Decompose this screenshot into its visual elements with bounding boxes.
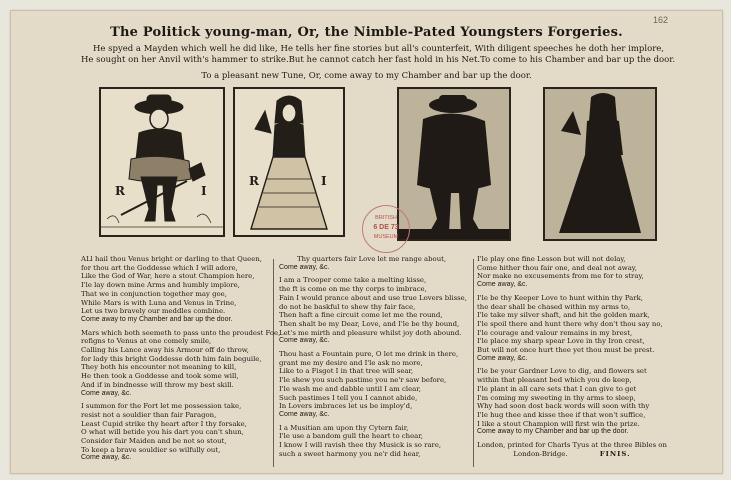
- text-column-2: [279, 255, 467, 462]
- argument-verse: He sought on her Anvil with's hammer to strike.: [81, 55, 289, 65]
- verse-line: Then haft a fine circuit come let me the round,: [279, 311, 443, 320]
- library-stamp: [362, 205, 410, 253]
- imprint: [477, 441, 667, 458]
- verse-line: Thou hast a Fountain pure, O let me drink in there,: [279, 350, 459, 359]
- verse-line: Then shalt be my Dear, Love, and I'le be thy bound,: [279, 319, 460, 328]
- stanza: [81, 402, 280, 463]
- verse-line: do not be baskful to shew thy fair face,: [279, 302, 416, 311]
- argument-verse: But he cannot catch her fast hold in his Net.: [288, 55, 481, 65]
- shelfmark-annotation: 162: [652, 15, 668, 25]
- argument-verse: He tells her fine stories but all's counterfeit,: [280, 44, 472, 54]
- woodcut-cavalier-dark: [397, 87, 511, 241]
- woodcut-cavalier: [99, 87, 225, 237]
- verse-line: Such pastimes I tell you I cannot abide,: [279, 393, 418, 402]
- cut-letter: I: [201, 184, 207, 198]
- verse-line: I a Musitian am upon thy Cytern fair,: [279, 423, 409, 432]
- chorus-line: Come away to my Chamber and bar up the door.: [477, 428, 629, 436]
- verse-line: for thou art the Goddesse which I will adore,: [81, 263, 238, 272]
- verse-line: Calling his Lance away his Armour off do throw,: [81, 346, 249, 355]
- verse-line: the ft is come on me thy corps to imbrace,: [279, 285, 427, 294]
- verse-line: ALl hail thou Venus bright or darling to that Queen,: [81, 255, 262, 263]
- tune-line: To a pleasant new Tune, Or, come away to my Chamber and bar up the door.: [201, 71, 532, 81]
- verse-line: I'le be your Gardner Love to dig, and flowers set: [477, 367, 647, 376]
- verse-line: And if in bindnesse will throw my best skill.: [81, 380, 234, 389]
- verse-line: Mars which both seemeth to pass unto the proudest Foe,: [81, 328, 281, 337]
- verse-line: I'le lay down mine Arms and humbly implore,: [81, 281, 240, 290]
- cut-letter: I: [321, 174, 327, 188]
- verse-line: Like the God of War, here a stout Champion here,: [81, 272, 255, 281]
- verse-line: refigns to Venus at one comely smile,: [81, 337, 212, 346]
- stanza: [81, 255, 280, 325]
- verse-line: I'le place my sharp spear Love in thy Iron crest,: [477, 337, 645, 346]
- woodcut-lady: [233, 87, 345, 237]
- verse-line: O what will betide you his dart you can't shun,: [81, 428, 244, 437]
- verse-line: I'le be thy Keeper Love to hunt within thy Park,: [477, 293, 643, 302]
- verse-line: While Mars is with Luna and Venus in Trine,: [81, 298, 237, 307]
- verse-line: Consider fair Maiden and be not so stout,: [81, 437, 227, 446]
- argument-row-1: [93, 44, 664, 54]
- text-column-1: [81, 255, 280, 467]
- verse-line: Fain I would prance about and use true Lovers blisse,: [279, 293, 467, 302]
- broadside-sheet: [10, 10, 723, 474]
- verse-line: I'le hug thee and kisse thee if that won't suffice,: [477, 410, 646, 419]
- verse-line: Nor make no excusements from me for to stray,: [477, 272, 644, 281]
- verse-line: I'le play one fine Lesson but will not delay,: [477, 255, 626, 263]
- verse-line: But will not once hurt thee yet thou must be prest.: [477, 346, 655, 355]
- verse-line: That we in conjunction together may goe,: [81, 289, 227, 298]
- stamp-bottom-text: MUSEUM: [373, 233, 399, 240]
- chorus-line: Come away, &c.: [81, 389, 132, 397]
- verse-line: I know I will ravish thee thy Musick is so rare,: [279, 441, 442, 450]
- verse-line: the dear shall be chased within my arms to,: [477, 302, 631, 311]
- verse-line: Thy quarters fair Love let me range about,: [297, 255, 447, 263]
- imprint-place: London-Bridge.: [513, 449, 568, 458]
- ballad-title: The Politick young-man, Or, the Nimble-Pated Youngsters Forgeries.: [110, 25, 623, 40]
- verse-line: Let's me mirth and pleasure whilst joy doth abound.: [279, 328, 462, 337]
- verse-line: resist not a souldier than fair Paragon,: [81, 410, 217, 419]
- verse-line: To keep a brave souldier so wilfully out,: [81, 445, 221, 454]
- verse-line: grant me my desire and I'le ask no more,: [279, 358, 423, 367]
- chorus-line: Come away to my Chamber and bar up the door.: [81, 315, 233, 323]
- verse-line: within that pleasant bed which you do keep,: [477, 376, 632, 385]
- stanza: [279, 276, 467, 346]
- verse-line: I'le wash me and dabble until I am clear,: [279, 384, 421, 393]
- argument-verse: He spyed a Mayden which well he did like,: [93, 44, 278, 54]
- verse-line: I'm coming my sweeting in thy arms to sleep,: [477, 393, 636, 402]
- verse-line: They both his encounter not meaning to kill,: [81, 363, 237, 372]
- verse-line: Let us two bravely our meddles combine.: [81, 307, 226, 316]
- stanza: [81, 329, 280, 399]
- verse-line: In Lovers imbraces let us be imploy'd,: [279, 402, 413, 411]
- stanza: [477, 367, 667, 437]
- argument-row-2: [81, 55, 674, 65]
- verse-line: for lady this bright Goddesse doth him fain beguile,: [81, 354, 262, 363]
- verse-line: I'le plant in all care sets that I can give to get: [477, 384, 637, 393]
- chorus-line: Come away, &c.: [279, 410, 330, 418]
- stanza: [279, 424, 467, 459]
- stanza: [477, 255, 667, 290]
- stamp-top-text: BRITISH: [375, 215, 397, 221]
- verse-line: I'le courage and valour remains in my brest,: [477, 328, 633, 337]
- verse-line: I summon for the Fort let me possession take,: [81, 402, 242, 411]
- chorus-line: Come away, &c.: [477, 354, 528, 362]
- verse-line: Least Cupid strike thy heart after I thy forsake,: [81, 419, 247, 428]
- column-rule: [473, 259, 474, 467]
- argument-verse: To come to his Chamber and bar up the door.: [480, 55, 676, 65]
- imprint-line: London, printed for Charls Tyus at the three Bibles on: [477, 441, 667, 450]
- stanza: [477, 294, 667, 364]
- verse-line: Why had soon dost back words will soon with thy: [477, 402, 650, 411]
- chorus-line: Come away, &c.: [279, 263, 330, 271]
- verse-line: I'le take my silver shaft, and hit the golden mark,: [477, 311, 650, 320]
- argument-verse: With diligent speeches he doth her implore,: [474, 44, 664, 54]
- verse-line: I'le use a bandom gull the heart to chear,: [279, 432, 423, 441]
- verse-line: such a sweet harmony you ne'r did hear,: [279, 449, 421, 458]
- verse-line: He then took a Goddesse and took some will,: [81, 372, 239, 381]
- verse-line: I'le shew you such pastime you ne'r saw before,: [279, 376, 447, 385]
- finis-mark: FINIS.: [599, 449, 631, 458]
- imprint-line: [477, 450, 667, 459]
- stanza: [279, 350, 467, 420]
- cut-letter: R: [115, 184, 125, 198]
- chorus-line: Come away, &c.: [81, 454, 132, 462]
- verse-line: I am a Trooper come take a melting kisse,: [279, 276, 427, 285]
- verse-line: Come hither thou fair one, and deal not away,: [477, 263, 637, 272]
- chorus-line: Come away, &c.: [279, 337, 330, 345]
- woodcut-lady-dark: [543, 87, 657, 241]
- stamp-date: 6 DE 73: [373, 223, 399, 231]
- verse-line: Like to a Fisgot I in that tree will sear,: [279, 367, 414, 376]
- cut-letter: R: [249, 174, 259, 188]
- verse-line: I like a stout Champion will first win the prize.: [477, 419, 640, 428]
- verse-line: I'le spoil there and hunt there why don't thou say no,: [477, 319, 663, 328]
- stanza: [279, 255, 467, 272]
- chorus-line: Come away, &c.: [477, 281, 528, 289]
- text-column-3: [477, 255, 667, 458]
